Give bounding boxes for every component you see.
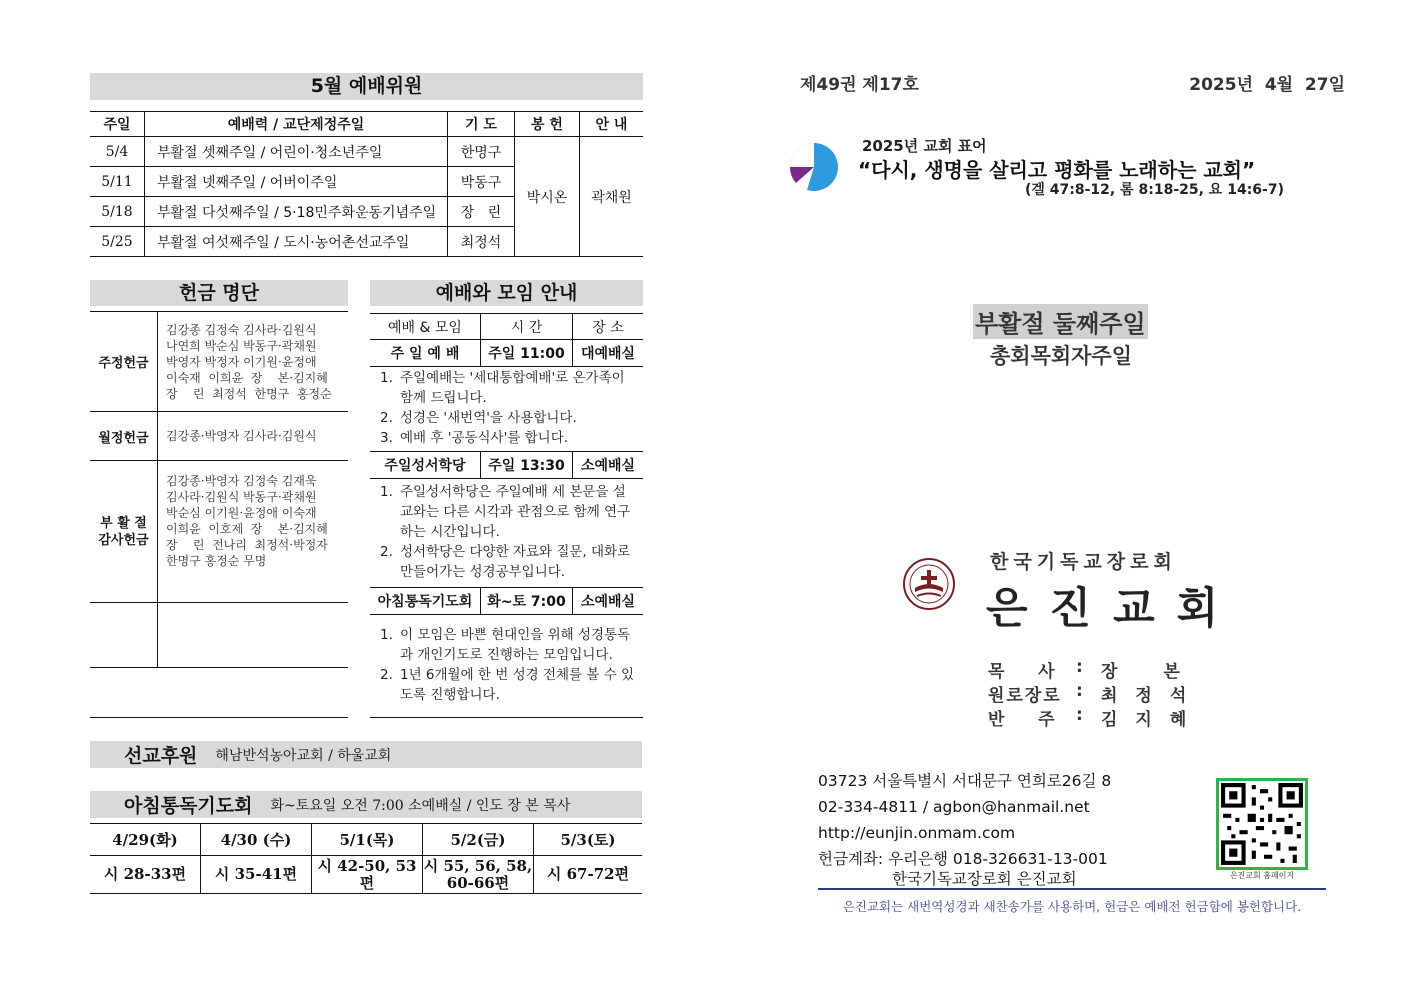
meeting-name: 주 일 예 배 — [370, 340, 481, 366]
address: 03723 서울특별시 서대문구 연희로26길 8 — [818, 772, 1112, 790]
col-header-usher: 안 내 — [580, 112, 644, 137]
divider — [90, 717, 348, 718]
prayer-text: 화~토요일 오전 7:00 소예배실 / 인도 장 본 목사 — [270, 797, 571, 814]
row-date: 5/25 — [90, 227, 145, 257]
name-line: 한명구 홍정순 무명 — [166, 554, 267, 568]
name-line: 김강종·박영자 김정숙 김재욱 — [166, 474, 317, 488]
meeting-time: 화~토 7:00 — [481, 588, 573, 614]
meeting-name: 아침통독기도회 — [370, 588, 481, 614]
name-line: 김사라·김원식 박동구·곽채원 — [166, 490, 317, 504]
table-row — [90, 312, 348, 412]
staff-role: 원로장로 — [988, 686, 1062, 706]
offering-title: 헌금 명단 — [90, 280, 348, 306]
table-header-row — [90, 112, 643, 137]
meeting-place: 소예배실 — [580, 458, 636, 474]
meeting-notes — [380, 625, 638, 705]
meeting-notes — [380, 368, 638, 448]
account-label: 헌금계좌: — [818, 850, 884, 868]
col-header-place: 장 소 — [592, 320, 624, 336]
divider — [370, 717, 643, 718]
name-line: 박순심 이기원·윤정애 이숙재 — [166, 506, 317, 520]
table-row — [90, 461, 348, 603]
meeting-time: 주일 11:00 — [481, 340, 573, 366]
offering-person: 박시온 — [515, 137, 580, 257]
reading-cell: 시 67-72편 — [534, 856, 643, 894]
meeting-time: 주일 13:30 — [481, 452, 573, 478]
meeting-header-row — [370, 313, 643, 341]
list-item: 1. 이 모임은 바쁜 현대인을 위해 성경통독과 개인기도로 진행하는 모임입니다. — [380, 627, 631, 663]
table-header-row — [90, 824, 642, 856]
meeting-name: 주일성서학당 — [370, 452, 481, 478]
meeting-place: 대예배실 — [580, 346, 636, 362]
row-prayer: 한명구 — [448, 137, 515, 167]
staff-name: 최정석 — [1101, 686, 1205, 706]
name-line: 이숙재 이희윤 장 본·김지혜 — [166, 370, 328, 385]
offering-names — [158, 412, 349, 461]
volume-number: 제49권 제17호 — [800, 75, 919, 95]
denomination-name: 한국기독교장로회 — [990, 551, 1177, 573]
church-name: 은진교회 — [986, 584, 1241, 634]
sunday-title: 부활절 둘째주일 — [973, 304, 1148, 339]
table-row — [90, 412, 348, 461]
prayer-reading-table — [90, 823, 642, 894]
col-header-prayer: 기 도 — [448, 112, 515, 137]
day-header: 4/29(화) — [90, 824, 201, 856]
row-desc: 부활절 넷째주일 / 어버이주일 — [145, 167, 448, 197]
worship-table — [90, 111, 643, 257]
staff-row: 반 주 : 김지혜 — [988, 705, 1205, 730]
prayer-bar — [90, 791, 642, 818]
account-holder: 한국기독교장로회 은진교회 — [892, 870, 1077, 888]
day-header: 4/30 (수) — [201, 824, 312, 856]
offering-table — [90, 311, 348, 668]
meeting-place: 소예배실 — [580, 594, 636, 610]
table-row — [90, 603, 348, 668]
staff-role: 반 주 — [988, 710, 1057, 730]
reading-cell: 시 42-50, 53편 — [312, 856, 423, 894]
day-header: 5/1(목) — [312, 824, 423, 856]
footer-divider — [818, 888, 1326, 890]
name-line: 장 린 전나리 최정석·박정자 — [166, 538, 328, 552]
sunday-subtitle: 총회목회자주일 — [990, 344, 1133, 368]
row-date: 5/18 — [90, 197, 145, 227]
account-line — [818, 849, 1111, 869]
meeting-row-morning-prayer — [370, 587, 643, 615]
motto-reference: (겔 47:8-12, 롬 8:18-25, 요 14:6-7) — [1025, 182, 1284, 198]
mission-title: 선교후원 — [124, 745, 198, 767]
usher-person: 곽채원 — [580, 137, 644, 257]
qr-caption: 은진교회 홈페이지 — [1229, 871, 1295, 880]
qr-code-icon — [1219, 781, 1305, 867]
list-item: 1. 주일예배는 '세대통합예배'로 온가족이 함께 드립니다. — [380, 370, 625, 406]
staff-role: 목 사 — [988, 662, 1057, 682]
mission-text: 해남반석농아교회 / 하울교회 — [215, 747, 392, 764]
name-line: 박영자 박정자 이기원·윤정애 — [166, 354, 317, 369]
name-line: 나연희 박순심 박동구·곽채원 — [166, 338, 317, 353]
name-line: 이희윤 이호제 장 본·김지혜 — [166, 522, 328, 536]
list-item: 2. 성서학당은 다양한 자료와 질문, 대화로 만들어가는 성경공부입니다. — [380, 544, 631, 580]
col-header-meeting: 예배 & 모임 — [370, 314, 481, 340]
staff-name: 김지혜 — [1101, 710, 1205, 730]
website-link[interactable]: http://eunjin.onmam.com — [818, 824, 1016, 842]
day-header: 5/3(토) — [534, 824, 643, 856]
offering-names — [158, 603, 349, 668]
reading-cell: 시 28-33편 — [103, 865, 187, 883]
motto-pie-icon — [789, 142, 839, 192]
row-date: 5/11 — [90, 167, 145, 197]
name-line: 김강종·박영자 김사라·김원식 — [166, 429, 317, 443]
offering-label: 주정헌금 — [90, 312, 158, 412]
meeting-row-bible-school — [370, 451, 643, 479]
meeting-row-sunday — [370, 339, 643, 367]
list-item: 3. 예배 후 '공동식사'를 합니다. — [380, 430, 569, 446]
list-item: 2. 1년 6개월에 한 번 성경 전체를 볼 수 있도록 진행합니다. — [380, 667, 635, 703]
account-number: 우리은행 018-326631-13-001 — [888, 850, 1108, 868]
staff-row: 원로장로 : 최정석 — [988, 681, 1205, 706]
name-line: 장 린 최정석 한명구 홍정순 — [166, 386, 332, 401]
col-header-date: 주일 — [90, 112, 145, 137]
prayer-title: 아침통독기도회 — [124, 795, 253, 817]
row-desc: 부활절 여섯째주일 / 도시·농어촌선교주일 — [145, 227, 448, 257]
offering-names — [158, 312, 349, 412]
staff-row: 목 사 : 장 본 — [988, 657, 1180, 682]
church-seal-icon — [903, 558, 955, 610]
row-desc: 부활절 셋째주일 / 어린이·청소년주일 — [145, 137, 448, 167]
table-row — [90, 856, 642, 894]
staff-name: 장 본 — [1101, 662, 1180, 682]
row-date: 5/4 — [90, 137, 145, 167]
offering-names — [158, 461, 349, 603]
reading-cell: 시 35-41편 — [201, 856, 312, 894]
motto-label: 2025년 교회 표어 — [862, 137, 987, 155]
row-prayer: 최정석 — [448, 227, 515, 257]
col-header-time: 시 간 — [481, 314, 573, 340]
motto-text: “다시, 생명을 살리고 평화를 노래하는 교회” — [858, 158, 1256, 182]
col-header-desc: 예배력 / 교단제정주일 — [145, 112, 448, 137]
qr-code[interactable] — [1216, 778, 1308, 870]
day-header: 5/2(금) — [423, 824, 534, 856]
issue-date: 2025년 4월 27일 — [1189, 75, 1345, 95]
offering-label — [90, 603, 158, 668]
meeting-title: 예배와 모임 안내 — [370, 280, 643, 306]
mission-bar — [90, 741, 642, 768]
offering-label: 월정헌금 — [90, 412, 158, 461]
row-prayer: 박동구 — [448, 167, 515, 197]
row-prayer: 장 린 — [448, 197, 515, 227]
meeting-notes — [380, 482, 638, 582]
offering-label: 부 활 절 감사헌금 — [90, 461, 158, 603]
reading-cell: 시 55, 56, 58, 60-66편 — [423, 856, 533, 892]
list-item: 2. 성경은 '새번역'을 사용합니다. — [380, 410, 577, 426]
name-line: 김강종 김정숙 김사라·김원식 — [166, 322, 317, 337]
footer-note: 은진교회는 새번역성경과 새찬송가를 사용하며, 헌금은 예배전 헌금함에 봉헌합니다. — [842, 899, 1302, 914]
worship-title: 5월 예배위원 — [90, 73, 643, 100]
list-item: 1. 주일성서학당은 주일예배 세 본문을 설교와는 다른 시각과 관점으로 함께 연구하는 시간입니다. — [380, 484, 631, 540]
contact-block — [818, 768, 1111, 889]
col-header-offering: 봉 헌 — [515, 112, 580, 137]
row-desc: 부활절 다섯째주일 / 5·18민주화운동기념주일 — [145, 197, 448, 227]
phone-email: 02-334-4811 / agbon@hanmail.net — [818, 798, 1090, 816]
staff-list — [988, 657, 1204, 729]
table-row — [90, 137, 643, 167]
